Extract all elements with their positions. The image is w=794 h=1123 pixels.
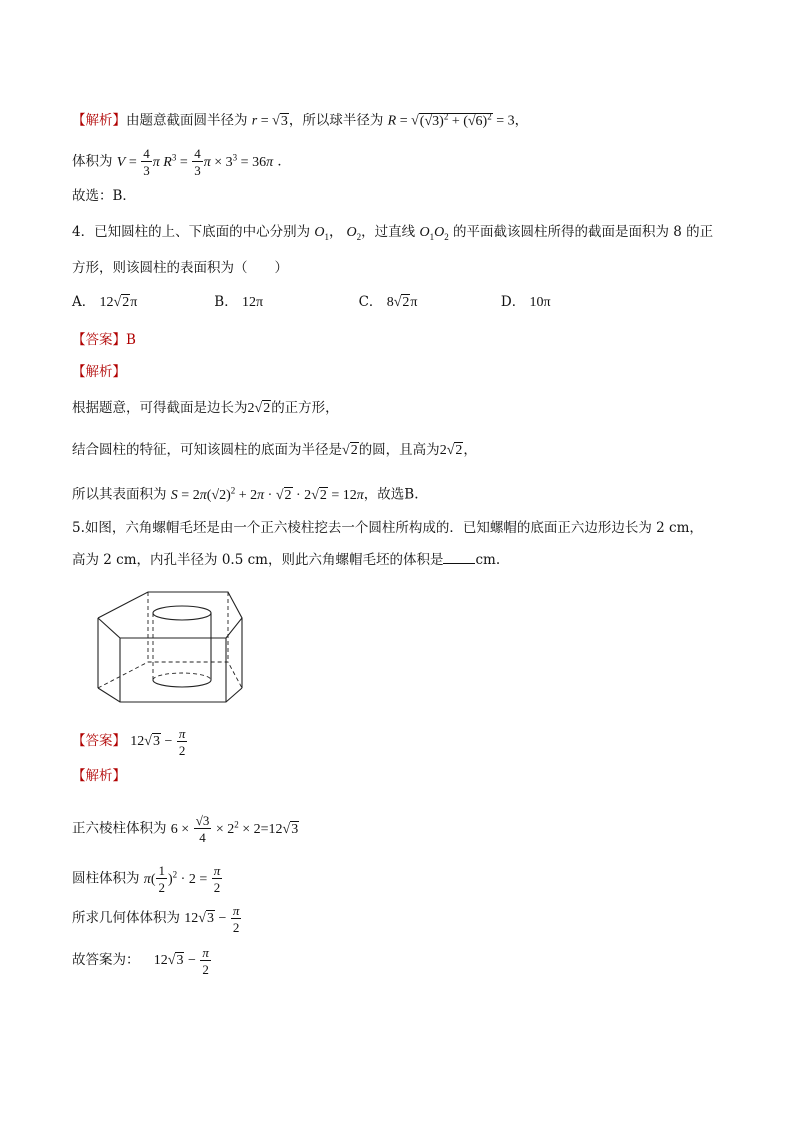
answer-blank [443, 551, 475, 564]
q5-answer-value: 12√3 − $\frac{\pi}{2}$ [130, 725, 186, 758]
q3-volume-line: 体积为 V = $\frac{4}{3}$ π $R^3$ = $\frac{4}{3}$ $\pi \times 3^3 = 36\pi$ ． [72, 146, 291, 179]
q3-volume-prefix: 体积为 [72, 153, 113, 170]
analysis-tag: 【解析】 [72, 112, 126, 129]
q4-sol2-mid: 的圆，且高为 [358, 442, 440, 458]
q3-analysis-line1: 【解析】由题意截面圆半径为 r = √3，所以球半径为 $R = √(√3)^2 + (√6)^2 = 3$， [72, 111, 529, 129]
q5-sol-line3 [72, 900, 734, 937]
q5-total-volume: 12√3 − $\frac{\pi}{2}$ [184, 902, 240, 935]
q4-option-b[interactable]: B． 12π [214, 294, 264, 310]
q4-stem-line2: 方形，则该圆柱的表面积为（ ） [72, 260, 288, 276]
q5-stem-unit: cm. [475, 552, 501, 568]
q4-stem-text-b: ，过直线 [361, 224, 416, 240]
q4-answer-value: B [126, 332, 136, 348]
q4-sol1-text: 根据题意，可得截面是边长为 [72, 400, 248, 416]
q4-sol3-text: 所以其表面积为 [72, 486, 167, 503]
q5-sol2-text: 圆柱体积为 [72, 870, 140, 887]
q4-centers: $O_1$， $O_2$ [314, 225, 362, 242]
q3-text-radius: 由题意截面圆半径为 [126, 112, 248, 129]
q5-stem-line2 [72, 550, 734, 570]
q5-sol-line1 [72, 804, 734, 850]
q3-formula-r: r = √3 [251, 113, 288, 129]
q4-sol-line1: 根据题意，可得截面是边长为2√2的正方形， [72, 400, 339, 416]
option-b-label: B． [214, 294, 238, 310]
q3-text-ball: ，所以球半径为 [288, 112, 384, 129]
q4-sol2-end: ， [463, 442, 477, 458]
q4-stem-line1 [72, 222, 734, 247]
hex-nut-figure [70, 576, 260, 716]
q4-option-c[interactable]: C． 8√2π [358, 294, 418, 310]
q4-sol-line3 [72, 480, 734, 506]
q4-sol3-end: ，故选B. [363, 486, 419, 503]
q3-volume-formula: V = $\frac{4}{3}$ π $R^3$ = $\frac{4}{3}$ $\pi \times 3^3 = 36\pi$ [116, 146, 274, 179]
q5-sol-line2 [72, 856, 734, 898]
answer-tag: 【答案】 [72, 733, 126, 749]
q3-conclusion: 故选：B． [72, 188, 136, 204]
q5-sol3-text: 所求几何体体积为 [72, 910, 180, 926]
q4-sol1-end: 的正方形， [271, 400, 339, 416]
q4-options [72, 292, 734, 313]
q5-stem-text: 高为 2 cm，内孔半径为 0.5 cm，则此六角螺帽毛坯的体积是 [72, 552, 444, 568]
q3-formula-R: $R = √(√3)^2 + (√6)^2 = 3$ [387, 111, 515, 129]
q4-stem-text-a: 4．已知圆柱的上、下底面的中心分别为 [72, 224, 311, 240]
q5-sol1-text: 正六棱柱体积为 [72, 820, 167, 837]
option-d-label: D． [500, 294, 526, 310]
q5-cylinder-volume: π( $\frac{1}{2}$ )$^2$ · 2 = $\frac{\pi}{2}$ [143, 863, 221, 896]
q4-line-o1o2: $O_1O_2$ [419, 225, 449, 242]
q4-sol2-text: 结合圆柱的特征，可知该圆柱的底面为半径是 [72, 442, 342, 458]
q5-analysis-tag: 【解析】 [72, 768, 126, 784]
answer-tag: 【答案】 [72, 332, 126, 348]
q4-sol-line2: 结合圆柱的特征，可知该圆柱的底面为半径是√2的圆，且高为2√2， [72, 442, 477, 458]
q4-option-a[interactable]: A． 12√2π [72, 294, 138, 310]
q4-surface-formula: $S = 2\pi(√2)^2 + 2\pi \cdot √2 \cdot 2√2 = 12\pi$ [170, 485, 364, 503]
q4-stem-text-c: 的平面截该圆柱所得的截面是面积为 8 的正 [452, 224, 714, 240]
q5-stem-line1: 5.如图，六角螺帽毛坯是由一个正六棱柱挖去一个圆柱所构成的．已知螺帽的底面正六边形边长为 2 cm， [72, 520, 703, 536]
option-c-label: C． [358, 294, 383, 310]
q4-answer [72, 330, 734, 350]
q5-sol-line4 [72, 942, 734, 979]
option-a-label: A． [72, 294, 96, 310]
q5-final-answer: 12√3 − $\frac{\pi}{2}$ [153, 944, 209, 977]
q4-analysis-tag: 【解析】 [72, 364, 126, 380]
q4-option-d[interactable]: D． 10π [500, 294, 551, 310]
q5-prism-volume: 6 × $\frac{√3}{4}$ × $2^2 \times 2=12√3$ [170, 813, 299, 846]
q5-answer [72, 724, 734, 759]
q5-sol4-text: 故答案为： [72, 952, 140, 968]
